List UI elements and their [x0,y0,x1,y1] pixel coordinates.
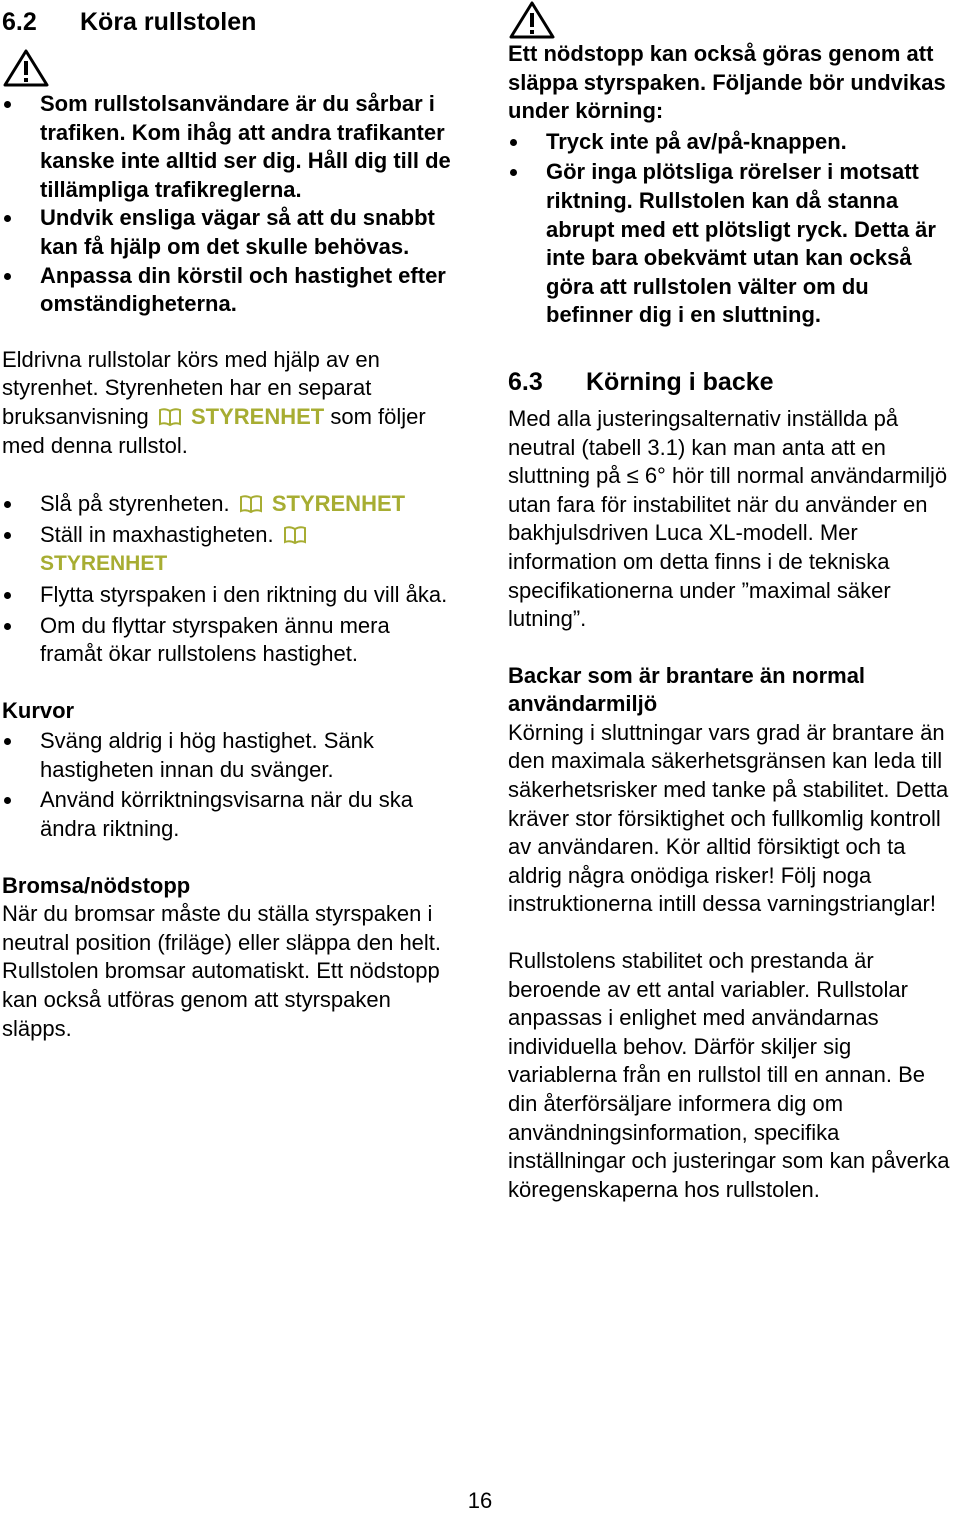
brake-paragraph: När du bromsar måste du ställa styrspaken i neutral position (friläge) eller släppa den helt. Rullstolen bromsar automatiskt. Ett nödstopp kan också utföras genom att styrspaken släpps. [2,901,442,1041]
list-item: Flytta styrspaken i den riktning du vill åka. [2,581,458,610]
section-number: 6.3 [508,367,543,396]
warning-triangle-icon [508,0,556,40]
reference-link[interactable]: STYRENHET [191,403,325,429]
warning-triangle-icon [2,48,50,88]
book-icon [283,525,307,545]
stability-paragraph: Rullstolens stabilitet och prestanda är beroende av ett antal variabler. Rullstolar anpassas i enlighet med användarnas individuella behov. Därför skiljer sig variablerna från en rullstol till en annan. Be din återförsäljare informera dig om användningsinformation, specifika inställningar och justeringar som kan påverka köregenskaperna hos rullstolen. [508,948,950,1202]
section-heading-6-3 [508,367,960,397]
list-item: Sväng aldrig i hög hastighet. Sänk hastigheten innan du svänger. [2,727,458,784]
right-column [508,0,960,1204]
curves-heading: Kurvor [2,697,75,723]
warning-list [2,90,458,319]
reference-link[interactable]: STYRENHET [271,491,406,517]
list-item: Som rullstolsanvändare är du sårbar i trafiken. Kom ihåg att andra trafikanter kanske inte alltid ser dig. Håll dig till de tillämpliga trafikreglerna. [2,90,458,204]
section-heading-6-2 [2,7,458,37]
list-item: Anpassa din körstil och hastighet efter omständigheterna. [2,262,458,319]
section-title: Körning i backe [586,367,774,396]
section-title: Köra rullstolen [80,8,257,36]
steep-paragraph: Körning i sluttningar vars grad är brantare än den maximala säkerhetsgränsen kan leda till säkerhetsrisker med tanke på stabilitet. Detta kräver stor försiktighet och fullkomlig kontroll av användaren. Kör alltid försiktigt och ta aldrig några onödiga risker! Följ noga instruktionerna intill dessa varningstrianglar! [508,719,949,917]
list-item: Undvik ensliga vägar så att du snabbt kan få hjälp om det skulle behövas. [2,204,458,261]
slope-paragraph: Med alla justeringsalternativ inställda på neutral (tabell 3.1) kan man anta att en sluttning på ≤ 6° hör till normal användarmiljö utan fara för instabilitet när du använder en bakhjulsdriven Luca XL-modell. Mer information om detta finns i de tekniska specifikationerna under ”maximal säker lutning”. [508,405,948,632]
steps-list [2,490,458,669]
curves-list [2,727,458,843]
page-number: 16 [467,1488,493,1513]
warning-list [508,128,960,330]
list-item: Gör inga plötsliga rörelser i motsatt riktning. Rullstolen kan då stanna abrupt med ett plötsligt ryck. Detta är inte bara obekvämt utan kan också göra att rullstolen välter om du befinner dig i en sluttning. [508,158,960,330]
reference-link[interactable]: STYRENHET [40,552,168,576]
intro-paragraph: Eldrivna rullstolar körs med hjälp av en styrenhet. Styrenheten har en separat bruksanvisning STYRENHET som följer med denna rullstol. [2,346,426,458]
section-number: 6.2 [2,8,37,36]
brake-heading: Bromsa/nödstopp [2,872,191,898]
list-item: Slå på styrenheten. STYRENHET [2,490,458,519]
book-icon [158,407,182,427]
warning-intro: Ett nödstopp kan också göras genom att släppa styrspaken. Följande bör undvikas under körning: [508,41,946,124]
list-item: Använd körriktningsvisarna när du ska ändra riktning. [2,786,458,843]
list-item: Tryck inte på av/på-knappen. [508,128,960,157]
steep-heading: Backar som är brantare än normal användarmiljö [508,662,866,717]
list-item: Ställ in maxhastigheten. STYRENHET [2,521,458,579]
list-item: Om du flyttar styrspaken ännu mera framåt ökar rullstolens hastighet. [2,612,458,669]
left-column [2,0,458,1043]
book-icon [239,494,263,514]
